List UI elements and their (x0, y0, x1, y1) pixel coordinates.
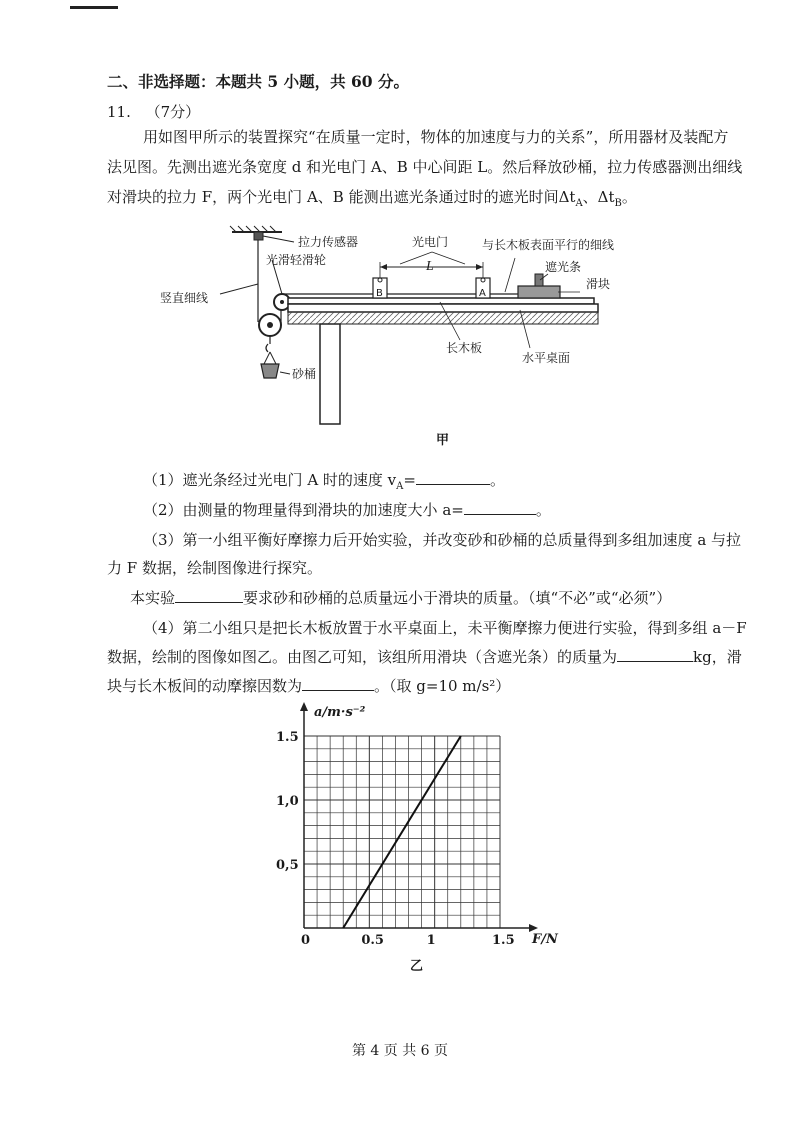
label-photogate: 光电门 (412, 235, 449, 249)
intro-line-3-text: 对滑块的拉力 F，两个光电门 A、B 能测出遮光条通过时的遮光时间Δt (107, 188, 576, 206)
subscript-a: A (575, 198, 583, 209)
q4-mu-blank[interactable] (302, 676, 374, 691)
label-sand-bucket: 砂桶 (292, 367, 317, 381)
af-chart (260, 698, 580, 988)
force-sensor (254, 232, 263, 240)
q4-line-1: （4）第二小组只是把长木板放置于水平桌面上，未平衡摩擦力便进行实验，得到多组 a－F (143, 619, 747, 637)
label-force-sensor: 拉力传感器 (298, 235, 359, 249)
apparatus-diagram (160, 222, 640, 452)
shade-strip (535, 274, 543, 286)
label-vertical-thread: 竖直细线 (160, 291, 209, 305)
y-tick-label: 1,0 (276, 794, 299, 809)
sand-bucket (261, 364, 279, 378)
q4-prefix: 数据，绘制的图像如图乙。由图乙可知，该组所用滑块（含遮光条）的质量为 (107, 648, 618, 666)
q3-suffix: 要求砂和砂桶的总质量远小于滑块的质量。（填“不必”或“必须”） (243, 589, 672, 607)
q3-line-3 (130, 588, 671, 608)
y-axis-label: a/m·s⁻² (314, 705, 366, 720)
q3-line-2: 力 F 数据，绘制图像进行探究。 (107, 559, 322, 577)
q1-subscript: A (396, 481, 404, 492)
series-line (343, 736, 461, 928)
figure-jia-caption: 甲 (436, 433, 450, 448)
top-rule (70, 6, 118, 9)
section-title: 二、非选择题：本题共 5 小题，共 60 分。 (107, 72, 409, 91)
q4-line-3 (107, 676, 510, 696)
q1-end: 。 (489, 471, 505, 489)
q2-line (143, 500, 551, 520)
intro-line-1: 用如图甲所示的装置探究“在质量一定时，物体的加速度与力的关系”，所用器材及装配方 (143, 128, 729, 146)
q1-line (143, 470, 505, 497)
q4-l3-suffix: 。（取 g=10 m/s²） (374, 677, 511, 695)
q2-prefix: （2）由测量的物理量得到滑块的加速度大小 a= (143, 501, 464, 519)
label-distance-l: L (426, 259, 434, 274)
x-tick-label: 1 (426, 933, 436, 948)
q1-equals: = (403, 471, 416, 489)
q1-answer-blank[interactable] (416, 470, 490, 485)
q4-l3-prefix: 块与长木板间的动摩擦因数为 (107, 677, 303, 695)
q3-answer-blank[interactable] (175, 588, 243, 603)
q2-end: 。 (535, 501, 551, 519)
q1-prefix: （1）遮光条经过光电门 A 时的速度 v (143, 471, 397, 489)
table-leg (320, 324, 340, 424)
intro-line-3 (107, 187, 637, 214)
label-shade-strip: 遮光条 (545, 260, 582, 274)
q4-suffix: kg，滑 (693, 648, 742, 666)
y-tick-label: 0,5 (276, 858, 299, 873)
label-pulley: 光滑轻滑轮 (266, 253, 327, 267)
q4-mass-blank[interactable] (617, 647, 693, 662)
label-gate-a: A (479, 288, 486, 299)
q4-line-2 (107, 647, 742, 667)
x-tick-label: 1.5 (492, 933, 515, 948)
intro-line-2: 法见图。先测出遮光条宽度 d 和光电门 A、B 中心间距 L。然后释放砂桶，拉力传感器测出细线 (107, 158, 743, 176)
intro-line-3-mid: 、Δt (582, 188, 615, 206)
x-tick-label: 0 (301, 933, 311, 948)
question-header (107, 101, 200, 122)
label-parallel-thread: 与长木板表面平行的细线 (482, 238, 615, 252)
q3-prefix: 本实验 (130, 589, 176, 607)
x-tick-label: 0.5 (361, 933, 384, 948)
label-long-board: 长木板 (446, 341, 483, 355)
subscript-b: B (614, 198, 622, 209)
label-slider: 滑块 (586, 277, 611, 291)
question-number: 11. (107, 103, 131, 121)
label-gate-b: B (376, 288, 383, 299)
figure-yi-caption: 乙 (410, 959, 424, 974)
q3-line-1: （3）第一小组平衡好摩擦力后开始实验，并改变砂和砂桶的总质量得到多组加速度 a 与拉 (143, 531, 742, 549)
y-tick-label: 1.5 (276, 730, 299, 745)
label-table-top: 水平桌面 (522, 351, 571, 365)
x-axis-label: F/N (532, 932, 558, 947)
page-footer: 第 4 页 共 6 页 (351, 1043, 449, 1059)
slider (518, 286, 560, 298)
intro-line-3-end: 。 (621, 188, 637, 206)
q2-answer-blank[interactable] (464, 500, 536, 515)
question-points: （7分） (145, 103, 201, 121)
